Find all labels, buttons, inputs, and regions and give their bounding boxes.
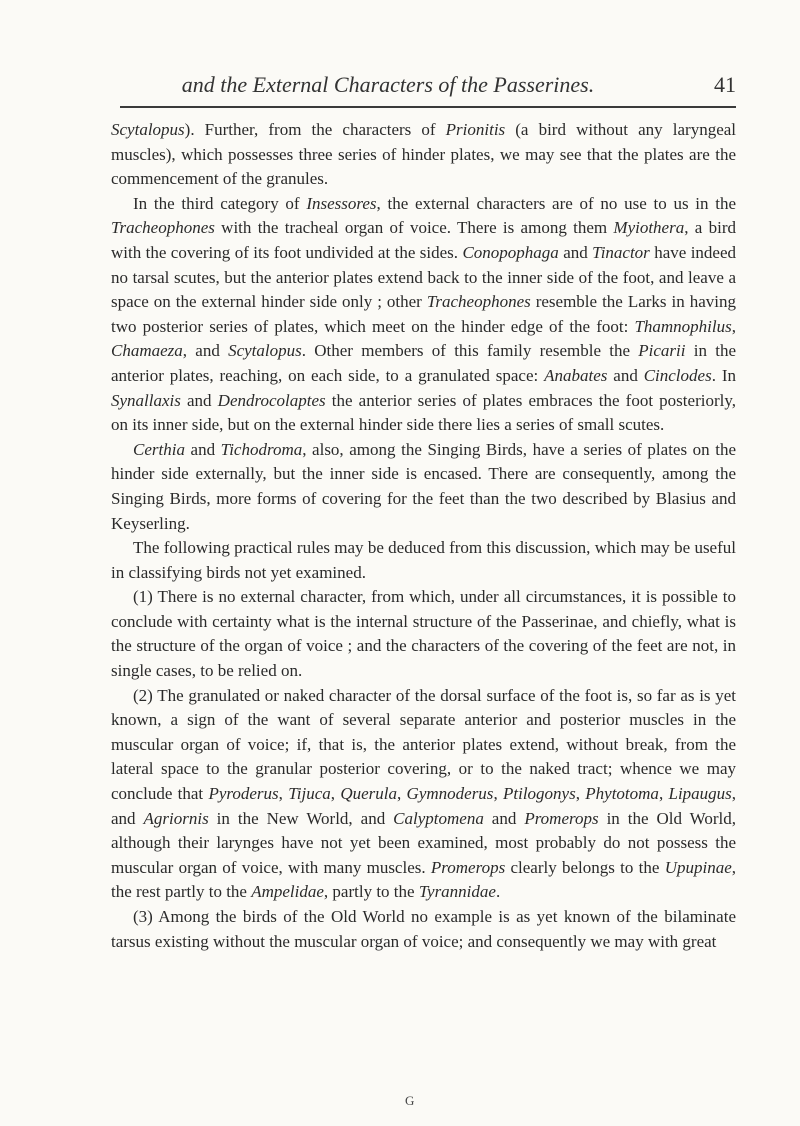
italic-term: Ampelidae xyxy=(251,882,324,902)
text-run: , xyxy=(575,784,586,804)
italic-term: Lipaugus xyxy=(668,784,732,804)
text-run: , xyxy=(330,784,341,804)
text-run: , also, among the Singing Birds, have a series of plates on the hinder side externally, but the inner side is encased. There are consequently, among the Singing Birds, more forms of covering for the feet than the two described by Blasius and Keyserling. xyxy=(111,439,737,533)
italic-term: Insessores xyxy=(306,193,377,213)
italic-term: Calyptomena xyxy=(393,808,484,828)
text-run: , xyxy=(658,784,669,804)
text-run: In the third category of xyxy=(133,193,307,213)
text-run: , xyxy=(278,784,289,804)
text-run: , the rest partly to the xyxy=(111,857,736,902)
text-run: , xyxy=(731,316,736,336)
italic-term: Pyroderus xyxy=(208,784,279,804)
text-run: The following practical rules may be deduced from this discussion, which may be useful in classifying birds not yet examined. xyxy=(111,538,736,582)
italic-term: Chamaeza xyxy=(111,341,183,361)
text-run: clearly belongs to the xyxy=(505,857,665,877)
paragraph xyxy=(111,684,736,905)
paragraph xyxy=(111,905,736,954)
text-run: , and xyxy=(111,784,737,828)
italic-term: Ptilogonys xyxy=(503,784,576,804)
text-run: and xyxy=(184,439,221,459)
page-header xyxy=(96,72,736,106)
text-run: in the New World, and xyxy=(208,808,394,828)
text-run: have indeed no tarsal scutes, but the anterior plates extend back to the inner side of the foot, and leave a space on the external hinder side only ; other xyxy=(111,242,737,312)
text-run: and xyxy=(180,390,218,410)
italic-term: Conopophaga xyxy=(462,242,559,262)
text-run: . Other members of this family resemble the xyxy=(301,341,639,361)
italic-term: Scytalopus xyxy=(111,120,185,139)
italic-term: Myiothera xyxy=(613,218,685,238)
italic-term: Agriornis xyxy=(143,808,209,828)
signature-mark: G xyxy=(405,1093,415,1108)
header-rule xyxy=(120,106,736,108)
text-run: in the anterior plates, reaching, on each side, to a granulated space: xyxy=(111,341,736,385)
italic-term: Certhia xyxy=(133,439,185,459)
italic-term: Tijuca xyxy=(288,784,331,804)
italic-term: Promerops xyxy=(430,857,506,877)
italic-term: Tracheophones xyxy=(426,292,531,312)
text-run: , a bird with the covering of its foot undivided at the sides. xyxy=(111,218,736,262)
italic-term: Anabates xyxy=(544,365,608,385)
text-run: ). Further, from the characters of xyxy=(184,120,446,139)
paragraph xyxy=(111,585,736,683)
text-run: , the external characters are of no use to us in the xyxy=(376,193,737,213)
text-run: (3) Among the birds of the Old World no example is as yet known of the bilaminate tarsus existing without the muscular organ of voice; and consequently we may with great xyxy=(111,907,736,951)
paragraph xyxy=(111,118,736,192)
italic-term: Cinclodes xyxy=(643,365,712,385)
text-run: . xyxy=(495,882,501,902)
italic-term: Prionitis xyxy=(445,120,506,139)
text-run: resemble the Larks in having two posterior series of plates, which meet on the hinder edge of the foot: xyxy=(111,292,736,336)
italic-term: Phytotoma xyxy=(585,784,659,804)
text-run: with the tracheal organ of voice. There is among them xyxy=(214,218,614,238)
italic-term: Tinactor xyxy=(592,242,650,262)
text-run: (2) The granulated or naked character of the dorsal surface of the foot is, so far as is yet known, a sign of the want of several separate anterior and posterior muscles in the muscular organ of voice; if, that is, the anterior plates extend, without break, from the lateral space to the granular posterior covering, or to the naked tract; whence we may conclude that xyxy=(111,685,736,804)
italic-term: Tyrannidae xyxy=(418,882,496,902)
text-run: in the Old World, although their larynges have not yet been examined, most probably do not possess the muscular organ of voice, with many muscles. xyxy=(111,808,736,877)
text-run: , xyxy=(396,784,407,804)
italic-term: Synallaxis xyxy=(111,390,181,410)
italic-term: Tichodroma xyxy=(220,439,303,459)
italic-term: Tracheophones xyxy=(111,218,215,238)
italic-term: Querula xyxy=(340,784,397,804)
italic-term: Dendrocolaptes xyxy=(217,390,326,410)
body-text xyxy=(111,118,736,954)
italic-term: Thamnophilus xyxy=(634,316,732,336)
page-number: 41 xyxy=(714,72,736,97)
running-head: and the External Characters of the Passerines. xyxy=(181,72,595,97)
italic-term: Promerops xyxy=(524,808,599,828)
text-run: . In xyxy=(711,365,736,385)
italic-term: Picarii xyxy=(638,341,686,361)
italic-term: Scytalopus xyxy=(228,341,302,361)
text-run: , and xyxy=(182,341,229,361)
text-run: and xyxy=(558,242,593,262)
text-run: and xyxy=(483,808,525,828)
paragraph xyxy=(111,192,736,438)
text-run: (a bird without any laryngeal muscles), which possesses three series of hinder plates, we may see that the plates are the commencement of the granules. xyxy=(111,120,737,189)
paragraph xyxy=(111,536,736,585)
text-run: and xyxy=(607,365,644,385)
italic-term: Upupinae xyxy=(664,857,732,877)
text-run: the anterior series of plates embraces the foot posteriorly, on its inner side, but on the external hinder side there lies a series of small scutes. xyxy=(111,390,736,435)
italic-term: Gymnoderus xyxy=(406,784,494,804)
paragraph xyxy=(111,438,736,536)
text-run: , xyxy=(493,784,503,804)
text-run: (1) There is no external character, from which, under all circumstances, it is possible to conclude with certainty what is the internal structure of the Passerinae, and chiefly, what is the structure of the organ of voice ; and the characters of the covering of the feet are not, in single cases, to be relied on. xyxy=(111,587,736,681)
text-run: , partly to the xyxy=(323,882,419,902)
